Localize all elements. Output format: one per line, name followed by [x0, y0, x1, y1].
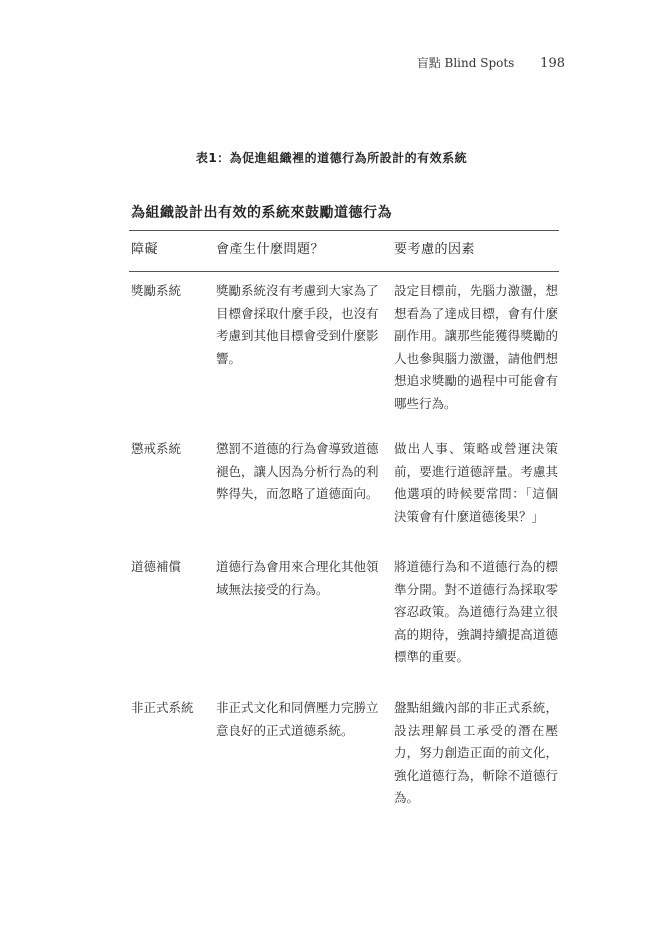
header-divider-rule — [129, 271, 559, 272]
page-number: 198 — [540, 56, 565, 71]
row-2-consideration: 做出人事、策略或營運決策前，要進行道德評量。考慮其他選項的時候要常問：「這個決策會有什麼道德後果？」 — [394, 441, 558, 524]
column-header-consideration: 要考慮的因素 — [394, 242, 476, 257]
row-1-barrier: 獎勵系統 — [131, 283, 182, 298]
row-3-problem: 道德行為會用來合理化其他領域無法接受的行為。 — [216, 559, 379, 597]
row-4-consideration: 盤點組織內部的非正式系統，設法理解員工承受的潛在壓力，努力創造正面的前文化，強化道德行為，斬除不道德行為。 — [394, 700, 558, 805]
column-header-barrier: 障礙 — [131, 242, 159, 257]
row-4-problem: 非正式文化和同儕壓力完勝立意良好的正式道德系統。 — [216, 700, 379, 738]
row-2-problem: 懲罰不道德的行為會導致道德褪色，讓人因為分析行為的利弊得失，而忽略了道德面向。 — [216, 441, 379, 501]
row-1-problem: 獎勵系統沒有考慮到大家為了目標會採取什麼手段，也沒有考慮到其他目標會受到什麼影響。 — [216, 283, 379, 366]
table-title: 為組織設計出有效的系統來鼓勵道德行為 — [131, 205, 392, 221]
row-3-consideration: 將道德行為和不道德行為的標準分開。對不道德行為採取零容忍政策。為道德行為建立很高的期待，強調持續提高道德標準的重要。 — [394, 559, 558, 664]
row-3-barrier: 道德補償 — [131, 559, 182, 574]
column-header-problem: 會產生什麼問題？ — [216, 242, 325, 257]
row-4-barrier: 非正式系統 — [131, 700, 194, 715]
table-top-rule — [129, 230, 559, 231]
running-head — [417, 54, 565, 71]
row-2-barrier: 懲戒系統 — [131, 441, 182, 456]
table-caption: 表1：為促進組織裡的道德行為所設計的有效系統 — [195, 151, 468, 165]
row-1-consideration: 設定目標前，先腦力激盪，想想看為了達成目標，會有什麼副作用。讓那些能獲得獎勵的人也參與腦力激盪，請他們想想追求獎勵的過程中可能會有哪些行為。 — [394, 283, 558, 411]
book-title: 盲點 Blind Spots — [416, 56, 515, 70]
